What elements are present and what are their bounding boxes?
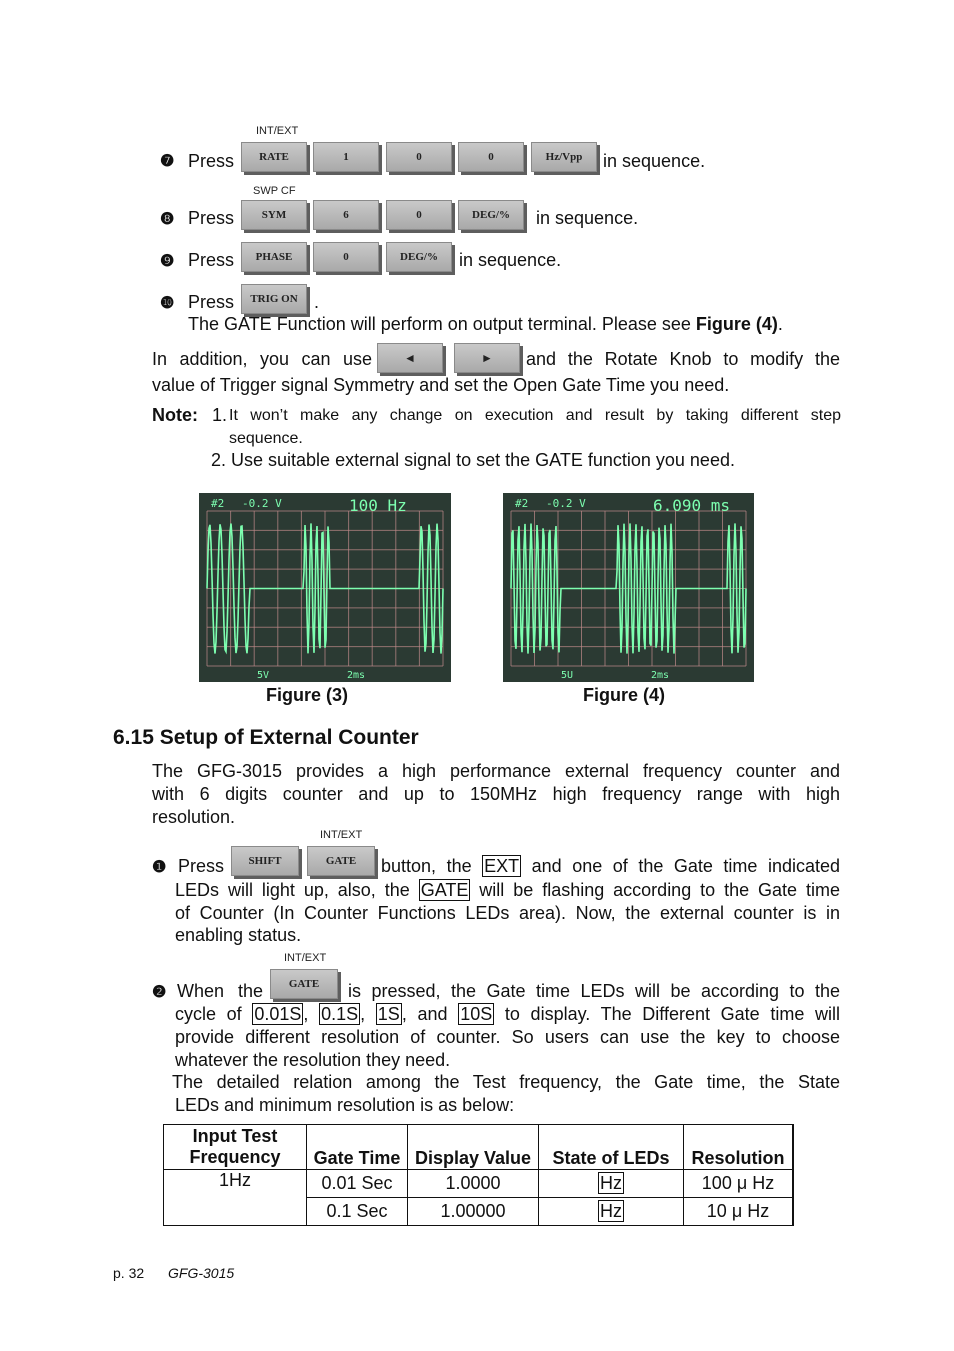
note-1-num: 1. — [212, 405, 228, 425]
cell-gate: 0.01 Sec — [307, 1170, 408, 1198]
oscilloscope-figure-3 — [199, 493, 451, 682]
step-9-bullet: ❾ — [160, 253, 175, 270]
gate-led-10s: 10S — [460, 1004, 493, 1024]
resolution-table — [163, 1124, 794, 1226]
int-ext-label: INT/EXT — [284, 952, 327, 964]
scope-readout: -0.2 V — [242, 497, 282, 510]
left-arrow-key[interactable]: ◄ — [377, 343, 443, 373]
counter-step-1-press: Press — [178, 856, 225, 876]
relation-line1: The detailed relation among the Test frequency, the Gate time, the State — [172, 1072, 840, 1092]
note-1-line2: sequence. — [229, 430, 303, 447]
scope-scale-label: 5V — [257, 670, 270, 681]
step-10-bullet: ❿ — [160, 295, 175, 312]
step-8-tail: in sequence. — [536, 208, 639, 228]
digit-0-key[interactable]: 0 — [313, 242, 379, 272]
trig-on-key[interactable]: TRIG ON — [241, 284, 307, 314]
relation-line2: LEDs and minimum resolution is as below: — [175, 1095, 515, 1115]
figure-4-caption: Figure (4) — [583, 685, 666, 705]
gate-key[interactable]: GATE — [307, 846, 375, 876]
col-display-value: Display Value — [408, 1125, 539, 1170]
phase-key[interactable]: PHASE — [241, 242, 307, 272]
page-number: p. 32 — [113, 1265, 145, 1281]
model-name: GFG-3015 — [168, 1265, 235, 1281]
counter-step-1-line3: of Counter (In Counter Functions LEDs area). Now, the external counter is in — [175, 903, 840, 923]
deg-percent-key[interactable]: DEG/% — [458, 200, 524, 230]
counter-step-1-line2: LEDs will light up, also, the GATE will be flashing according to the Gate time — [175, 880, 840, 900]
step-7-press: Press — [188, 151, 235, 171]
sym-key[interactable]: SYM — [241, 200, 307, 230]
scope-scale-label: 5U — [561, 670, 574, 681]
scope-readout: -0.2 V — [546, 497, 586, 510]
counter-step-1-line4: enabling status. — [175, 925, 302, 945]
step-7-bullet: ❼ — [160, 153, 175, 170]
addition-post: and the Rotate Knob to modify the — [526, 349, 840, 369]
scope-readout: #2 — [211, 497, 225, 510]
counter-step-2-line1: is pressed, the Gate time LEDs will be according to the — [348, 981, 840, 1001]
digit-0-key[interactable]: 0 — [386, 142, 452, 172]
step-8-press: Press — [188, 208, 235, 228]
cell-resolution: 10 μ Hz — [684, 1198, 794, 1226]
col-gate-time: Gate Time — [307, 1125, 408, 1170]
cell-resolution: 100 μ Hz — [684, 1170, 794, 1198]
cell-led — [539, 1198, 684, 1226]
counter-step-2-bullet: ❷ — [152, 984, 167, 1001]
step-10-tail: . — [314, 292, 320, 312]
counter-step-2-line4: whatever the resolution they need. — [175, 1050, 451, 1070]
figure-ref: Figure (4) — [695, 314, 778, 334]
deg-percent-key[interactable]: DEG/% — [386, 242, 452, 272]
counter-step-2-line3: provide different resolution of counter. So users can use the key to choose — [175, 1027, 840, 1047]
digit-0-key[interactable]: 0 — [458, 142, 524, 172]
scope-scale-label: 2ms — [347, 670, 366, 681]
scope-readout: 100 Hz — [349, 496, 407, 515]
hz-vpp-key[interactable]: Hz/Vpp — [531, 142, 597, 172]
cell-frequency: 1Hz — [164, 1170, 307, 1226]
step-10-note: The GATE Function will perform on output terminal. Please see Figure (4). — [188, 314, 783, 334]
swp-cf-label: SWP CF — [253, 185, 296, 197]
step-7-tail: in sequence. — [603, 151, 706, 171]
digit-0-key[interactable]: 0 — [386, 200, 452, 230]
note-1-line1: It won’t make any change on execution and result by taking different step — [229, 407, 841, 424]
scope-readout: #2 — [515, 497, 529, 510]
gate-led: GATE — [420, 880, 469, 900]
int-ext-label: INT/EXT — [320, 829, 363, 841]
table-header-row — [164, 1125, 794, 1170]
ext-led: EXT — [484, 856, 520, 876]
step-9-press: Press — [188, 250, 235, 270]
section-heading: 6.15 Setup of External Counter — [113, 726, 419, 749]
counter-step-1-line1: button, the EXT and one of the Gate time indicated — [381, 856, 840, 876]
cell-display: 1.0000 — [408, 1170, 539, 1198]
cell-led — [539, 1170, 684, 1198]
col-state-leds: State of LEDs — [539, 1125, 684, 1170]
digit-6-key[interactable]: 6 — [313, 200, 379, 230]
col-input-frequency: Input Test Frequency — [164, 1125, 307, 1170]
table-row — [164, 1170, 794, 1198]
int-ext-label: INT/EXT — [256, 125, 299, 137]
right-arrow-key[interactable]: ► — [454, 343, 520, 373]
hz-led: Hz — [600, 1173, 622, 1193]
counter-step-2-pre: When the — [177, 981, 263, 1001]
col-resolution: Resolution — [684, 1125, 794, 1170]
step-8-bullet: ❽ — [160, 211, 175, 228]
cell-display: 1.00000 — [408, 1198, 539, 1226]
step-9-tail: in sequence. — [459, 250, 562, 270]
counter-step-2-line2: cycle of 0.01S , 0.1S , 1S , and 10S to display. The Different Gate time will — [175, 1004, 840, 1024]
gate-led-0-01s: 0.01S — [254, 1004, 302, 1024]
gate-led-1s: 1S — [377, 1004, 400, 1024]
scope-scale-label: 2ms — [651, 670, 670, 681]
addition-line2: value of Trigger signal Symmetry and set the Open Gate Time you need. — [152, 375, 730, 395]
cell-gate: 0.1 Sec — [307, 1198, 408, 1226]
hz-led: Hz — [600, 1201, 622, 1221]
digit-1-key[interactable]: 1 — [313, 142, 379, 172]
shift-key[interactable]: SHIFT — [231, 846, 299, 876]
addition-pre: In addition, you can use — [152, 349, 372, 369]
note-label: Note: — [152, 405, 198, 425]
figure-3-caption: Figure (3) — [266, 685, 349, 705]
scope-readout: 6.090 ms — [653, 496, 731, 515]
gate-led-0-1s: 0.1S — [321, 1004, 359, 1024]
gate-key[interactable]: GATE — [270, 969, 338, 999]
rate-key[interactable]: RATE — [241, 142, 307, 172]
counter-step-1-bullet: ❶ — [152, 859, 167, 876]
oscilloscope-figure-4 — [503, 493, 754, 682]
note-2: 2. Use suitable external signal to set the GATE function you need. — [211, 450, 735, 470]
intro-paragraph: The GFG-3015 provides a high performance external frequency counter and with 6 digits counter and up to 150MHz high frequency range with high resolution. — [152, 761, 840, 827]
step-10-press: Press — [188, 292, 235, 312]
